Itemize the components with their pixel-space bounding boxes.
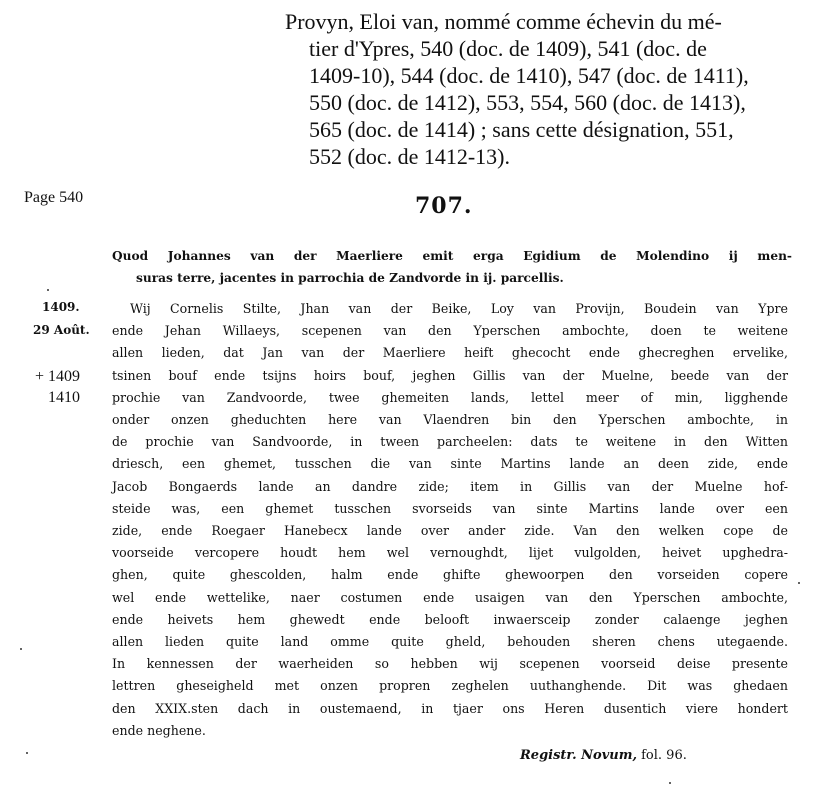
body-line: zide, ende Roegaer Hanebecx lande over ander zide. Van den welken cope de bbox=[112, 523, 788, 539]
index-entry-line: 550 (doc. de 1412), 553, 554, 560 (doc. de 1413), bbox=[309, 90, 746, 115]
body-line: ende Jehan Willaeys, scepenen van den Yperschen ambochte, doen te weitene bbox=[112, 323, 788, 339]
body-line: voorseide vercopere houdt hem wel vernoughdt, lijet vulgolden, heivet upghedra- bbox=[112, 545, 788, 561]
document-title-line: suras terre, jacentes in parrochia de Zandvorde in ij. parcellis. bbox=[136, 271, 564, 285]
body-line: tsinen bouf ende tsijns hoirs bouf, jeghen Gillis van der Muelne, beede van der bbox=[112, 367, 788, 383]
body-line: Jacob Bongaerds lande an dandre zide; item in Gillis van der Muelne hof- bbox=[112, 478, 788, 494]
scan-speck bbox=[669, 782, 671, 784]
document-number: 707. bbox=[415, 193, 473, 219]
date-day: 29 Août. bbox=[33, 323, 90, 337]
margin-year-first: + 1409 bbox=[34, 368, 80, 385]
index-entry-line: 1409-10), 544 (doc. de 1410), 547 (doc. de 1411), bbox=[309, 63, 749, 88]
body-line: steide was, een ghemet tusschen svorseids van sinte Martins lande over een bbox=[112, 500, 788, 516]
body-line: allen lieden quite land omme quite gheld, behouden sheren chens utegaende. bbox=[112, 634, 788, 650]
body-line: allen lieden, dat Jan van der Maerliere heift ghecocht ende ghecreghen ervelike, bbox=[112, 345, 788, 361]
index-entry-line: 552 (doc. de 1412-13). bbox=[309, 144, 511, 169]
body-line: de prochie van Sandvoorde, in tween parcheelen: dats te weitene in den Witten bbox=[112, 434, 788, 450]
body-line: Wij Cornelis Stilte, Jhan van der Beike, Loy van Provijn, Boudein van Ypre bbox=[130, 301, 788, 316]
body-line: onder onzen gheduchten here van Vlaendren bin den Yperschen ambochte, in bbox=[112, 412, 788, 428]
body-line: In kennessen der waerheiden so hebben wij scepenen voorseid deise presente bbox=[112, 656, 788, 672]
margin-year-second: 1410 bbox=[48, 389, 80, 406]
index-entry-line: 565 (doc. de 1414) ; sans cette désignation, 551, bbox=[309, 117, 734, 142]
body-line: prochie van Zandvoorde, twee ghemeiten lands, lettel meer of min, ligghende bbox=[112, 389, 788, 405]
body-line: den XXIX.sten dach in oustemaend, in tjaer ons Heren dusentich viere hondert bbox=[112, 700, 788, 716]
scan-speck bbox=[798, 582, 800, 584]
scan-speck bbox=[47, 289, 49, 291]
body-line: ghen, quite ghescolden, halm ende ghifte ghewoorpen den vorseiden copere bbox=[112, 567, 788, 583]
scan-speck bbox=[20, 648, 22, 650]
body-line: ende neghene. bbox=[112, 722, 206, 738]
source-folio: fol. 96. bbox=[641, 748, 687, 763]
date-year: 1409. bbox=[42, 300, 80, 314]
body-line: ende heivets hem ghewedt ende belooft inwaersceip zonder calaenge jeghen bbox=[112, 611, 788, 627]
index-entry-line: tier d'Ypres, 540 (doc. de 1409), 541 (doc. de bbox=[309, 36, 707, 61]
document-title bbox=[112, 245, 792, 289]
margin-years bbox=[30, 366, 80, 408]
scan-speck bbox=[26, 752, 28, 754]
source-register: Registr. Novum, bbox=[520, 748, 637, 763]
source-citation bbox=[520, 748, 687, 763]
body-line: lettren gheseigheld met onzen propren zeghelen uuthanghende. Dit was ghedaen bbox=[112, 678, 788, 694]
index-entry bbox=[285, 8, 795, 170]
body-line: driesch, een ghemet, tusschen die van sinte Martins lande an deen zide, ende bbox=[112, 456, 788, 472]
document-title-line: Quod Johannes van der Maerliere emit erga Egidium de Molendino ij men- bbox=[112, 249, 792, 263]
index-entry-line: Provyn, Eloi van, nommé comme échevin du mé- bbox=[285, 9, 722, 34]
body-text bbox=[112, 298, 788, 742]
margin-page-label: Page 540 bbox=[24, 189, 84, 206]
body-line: wel ende wettelike, naer costumen ende usaigen van den Yperschen ambochte, bbox=[112, 589, 788, 605]
